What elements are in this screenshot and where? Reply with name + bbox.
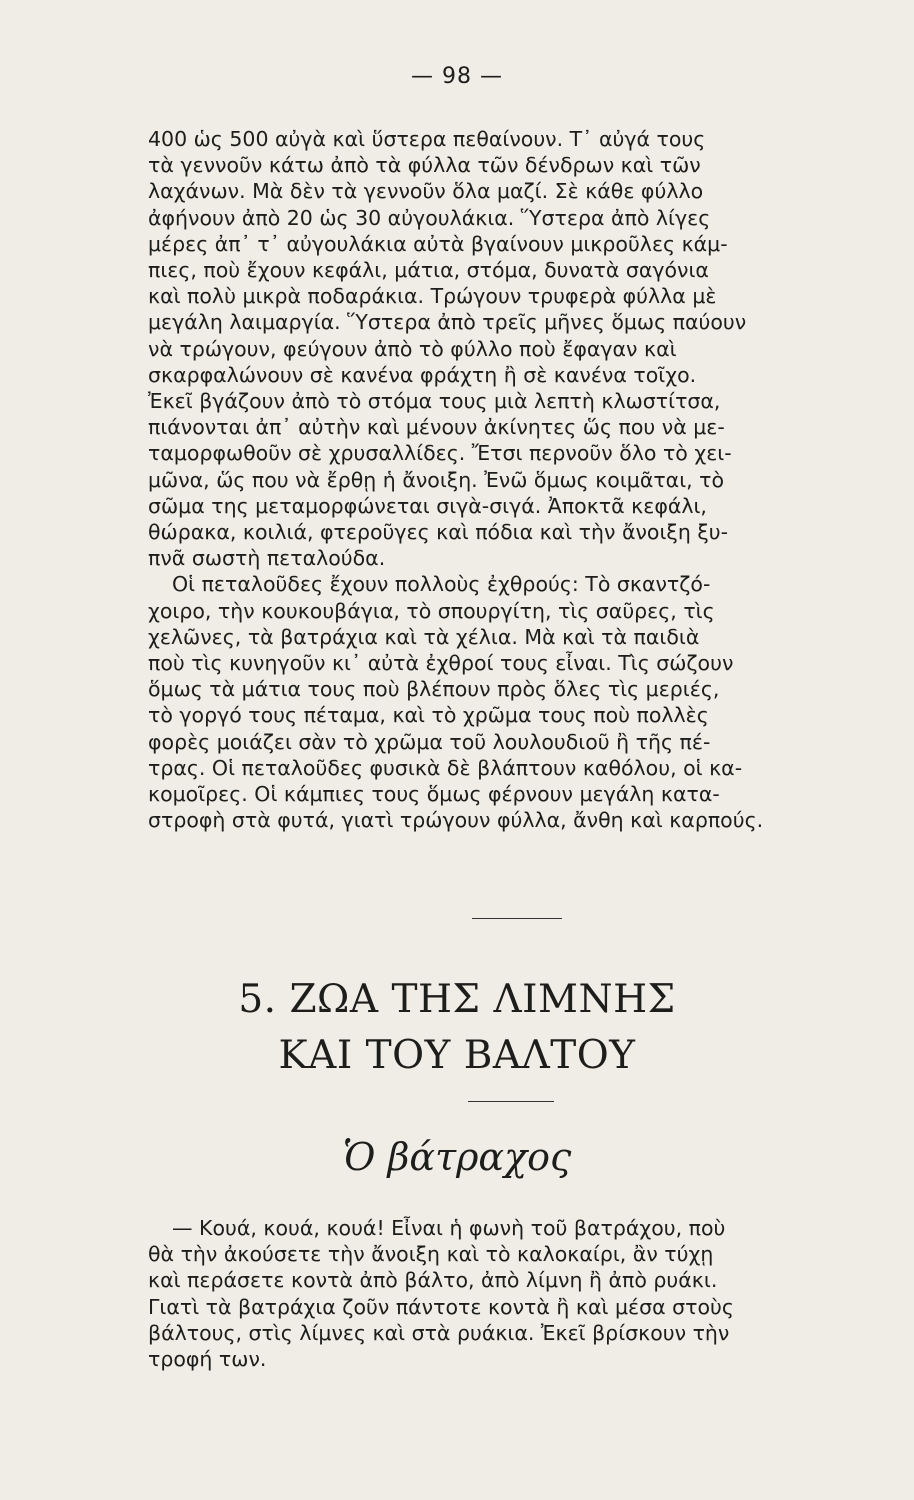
- subsection-title: Ὁ βάτραχος: [342, 1135, 572, 1179]
- page-number: — 98 —: [411, 64, 503, 89]
- text-line: καὶ περάσετε κοντὰ ἀπὸ βάλτο, ἀπὸ λίμνη ἢ ἀπὸ ρυάκι.: [148, 1268, 718, 1293]
- text-line: μεγάλη λαιμαργία. Ὕστερα ἀπὸ τρεῖς μῆνες ὅμως παύουν: [148, 310, 747, 335]
- text-line: μῶνα, ὥς που νὰ ἔρθῃ ἡ ἄνοιξη. Ἐνῶ ὅμως κοιμᾶται, τὸ: [148, 467, 725, 492]
- text-line: σῶμα της μεταμορφώνεται σιγὰ-σιγά. Ἀποκτᾶ κεφάλι,: [148, 493, 707, 518]
- text-line: χοιρο, τὴν κουκουβάγια, τὸ σπουργίτη, τὶς σαῦρες, τὶς: [148, 598, 715, 623]
- text-line: χελῶνες, τὰ βατράχια καὶ τὰ χέλια. Μὰ καὶ τὰ παιδιὰ: [148, 624, 700, 649]
- text-line: βάλτους, στὶς λίμνες καὶ στὰ ρυάκια. Ἐκεῖ βρίσκουν τὴν: [148, 1320, 730, 1345]
- text-line: τροφή των.: [148, 1347, 267, 1372]
- text-line: νὰ τρώγουν, φεύγουν ἀπὸ τὸ φύλλο ποὺ ἔφαγαν καὶ: [148, 336, 677, 361]
- divider: [468, 1101, 554, 1102]
- text-line: ὅμως τὰ μάτια τους ποὺ βλέπουν πρὸς ὅλες τὶς μεριές,: [148, 677, 720, 702]
- text-line: 400 ὡς 500 αὐγὰ καὶ ὕστερα πεθαίνουν. Τ᾽ αὐγά τους: [148, 127, 706, 151]
- section-heading: 5. ΖΩΑ ΤΗΣ ΛΙΜΝΗΣ: [238, 977, 676, 1022]
- text-line: τὰ γεννοῦν κάτω ἀπὸ τὰ φύλλα τῶν δένδρων καὶ τῶν: [148, 153, 701, 178]
- text-line: θώρακα, κοιλιά, φτεροῦγες καὶ πόδια καὶ τὴν ἄνοιξη ξυ-: [148, 520, 729, 545]
- text-line: σκαρφαλώνουν σὲ κανένα φράχτη ἢ σὲ κανένα τοῖχο.: [148, 362, 697, 387]
- text-line: φορὲς μοιάζει σὰν τὸ χρῶμα τοῦ λουλουδιοῦ ἢ τῆς πέ-: [148, 729, 711, 754]
- body-text-top: [148, 126, 876, 833]
- body-text-bottom: [148, 1215, 876, 1372]
- text-line: πιες, ποὺ ἔχουν κεφάλι, μάτια, στόμα, δυνατὰ σαγόνια: [148, 258, 709, 283]
- text-line: ἀφήνουν ἀπὸ 20 ὡς 30 αὐγουλάκια. Ὕστερα ἀπὸ λίγες: [148, 205, 711, 230]
- text-line: καὶ πολὺ μικρὰ ποδαράκια. Τρώγουν τρυφερὰ φύλλα μὲ: [148, 284, 717, 309]
- text-line: πνᾶ σωστὴ πεταλούδα.: [148, 546, 386, 571]
- text-line: ποὺ τὶς κυνηγοῦν κι᾽ αὐτὰ ἐχθροί τους εἶναι. Τὶς σώζουν: [148, 651, 734, 676]
- text-line: τὸ γοργό τους πέταμα, καὶ τὸ χρῶμα τους ποὺ πολλὲς: [148, 703, 709, 728]
- text-line: μέρες ἀπ᾽ τ᾽ αὐγουλάκια αὐτὰ βγαίνουν μικροῦλες κάμ-: [148, 231, 728, 256]
- text-line: Γιατὶ τὰ βατράχια ζοῦν πάντοτε κοντὰ ἢ καὶ μέσα στοὺς: [148, 1294, 734, 1319]
- text-line: στροφὴ στὰ φυτά, γιατὶ τρώγουν φύλλα, ἄνθη καὶ καρπούς.: [148, 808, 764, 833]
- text-line: θὰ τὴν ἀκούσετε τὴν ἄνοιξη καὶ τὸ καλοκαίρι, ἂν τύχῃ: [148, 1242, 714, 1267]
- section-heading: ΚΑΙ ΤΟΥ ΒΑΛΤΟΥ: [278, 1033, 636, 1078]
- text-line: λαχάνων. Μὰ δὲν τὰ γεννοῦν ὅλα μαζί. Σὲ κάθε φύλλο: [148, 179, 704, 204]
- text-line: ταμορφωθοῦν σὲ χρυσαλλίδες. Ἔτσι περνοῦν ὅλο τὸ χει-: [148, 441, 732, 466]
- divider: [472, 918, 562, 919]
- text-line: Οἱ πεταλοῦδες ἔχουν πολλοὺς ἐχθρούς: Τὸ σκαντζό-: [172, 572, 711, 597]
- text-line: τρας. Οἱ πεταλοῦδες φυσικὰ δὲ βλάπτουν καθόλου, οἱ κα-: [148, 755, 743, 780]
- text-line: Ἐκεῖ βγάζουν ἀπὸ τὸ στόμα τους μιὰ λεπτὴ κλωστίτσα,: [148, 389, 721, 414]
- text-line: — Κουά, κουά, κουά! Εἶναι ἡ φωνὴ τοῦ βατράχου, ποὺ: [172, 1216, 726, 1240]
- text-line: κομοῖρες. Οἱ κάμπιες τους ὅμως φέρνουν μεγάλη κατα-: [148, 782, 720, 807]
- text-line: πιάνονται ἀπ᾽ αὐτὴν καὶ μένουν ἀκίνητες ὥς που νὰ με-: [148, 415, 725, 440]
